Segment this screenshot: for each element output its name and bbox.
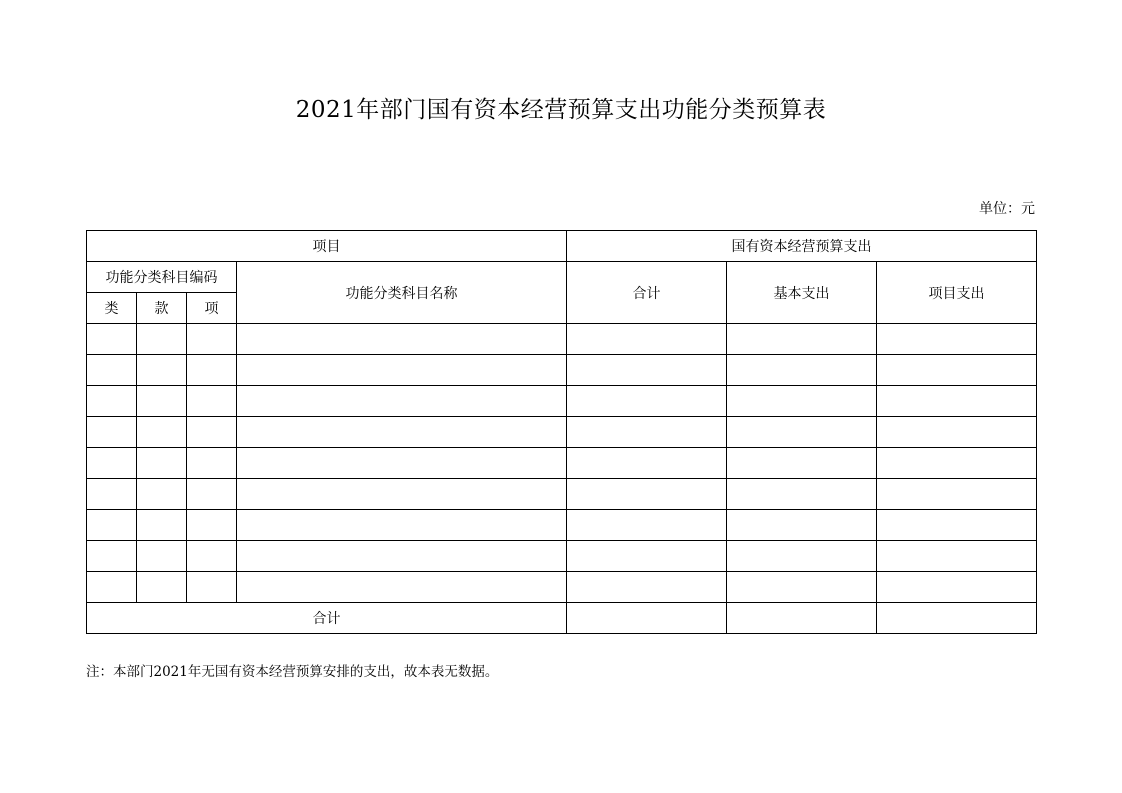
cell-category (87, 417, 137, 448)
cell-basic (727, 448, 877, 479)
table-row (87, 510, 1037, 541)
cell-basic (727, 479, 877, 510)
table-row (87, 324, 1037, 355)
header-expenditure-group: 国有资本经营预算支出 (567, 231, 1037, 262)
header-category: 类 (87, 293, 137, 324)
header-name: 功能分类科目名称 (237, 262, 567, 324)
cell-project-expense (877, 572, 1037, 603)
table-row (87, 448, 1037, 479)
table-row (87, 386, 1037, 417)
table-header (87, 231, 1037, 324)
cell-item (187, 324, 237, 355)
cell-item (187, 417, 237, 448)
cell-category (87, 572, 137, 603)
total-label: 合计 (87, 603, 567, 634)
cell-project-expense (877, 324, 1037, 355)
cell-total (567, 541, 727, 572)
cell-section (137, 355, 187, 386)
cell-name (237, 324, 567, 355)
unit-label: 单位：元 (979, 201, 1035, 217)
cell-section (137, 479, 187, 510)
cell-section (137, 541, 187, 572)
cell-project-expense (877, 386, 1037, 417)
cell-item (187, 448, 237, 479)
table-row (87, 479, 1037, 510)
cell-item (187, 386, 237, 417)
total-row (87, 603, 1037, 634)
cell-project-expense (877, 355, 1037, 386)
cell-name (237, 572, 567, 603)
cell-category (87, 386, 137, 417)
cell-section (137, 448, 187, 479)
cell-item (187, 572, 237, 603)
cell-name (237, 479, 567, 510)
table-body (87, 324, 1037, 603)
cell-category (87, 355, 137, 386)
cell-item (187, 541, 237, 572)
cell-category (87, 541, 137, 572)
header-section: 款 (137, 293, 187, 324)
cell-section (137, 510, 187, 541)
cell-basic (727, 324, 877, 355)
cell-section (137, 386, 187, 417)
header-basic: 基本支出 (727, 262, 877, 324)
cell-total (567, 324, 727, 355)
cell-basic (727, 572, 877, 603)
cell-category (87, 324, 137, 355)
cell-section (137, 324, 187, 355)
table-row (87, 572, 1037, 603)
cell-basic (727, 386, 877, 417)
header-project: 项目 (87, 231, 567, 262)
header-total: 合计 (567, 262, 727, 324)
cell-total (567, 510, 727, 541)
table-footer (87, 603, 1037, 634)
page-title: 2021年部门国有资本经营预算支出功能分类预算表 (295, 97, 827, 123)
cell-category (87, 448, 137, 479)
cell-item (187, 510, 237, 541)
cell-basic (727, 510, 877, 541)
cell-project-expense (877, 541, 1037, 572)
cell-total (567, 417, 727, 448)
cell-name (237, 355, 567, 386)
cell-name (237, 541, 567, 572)
cell-project-expense (877, 479, 1037, 510)
total-project-expense (877, 603, 1037, 634)
cell-total (567, 386, 727, 417)
cell-basic (727, 417, 877, 448)
cell-total (567, 448, 727, 479)
cell-category (87, 510, 137, 541)
table-row (87, 417, 1037, 448)
cell-section (137, 417, 187, 448)
header-code-group: 功能分类科目编码 (87, 262, 237, 293)
header-project-expense: 项目支出 (877, 262, 1037, 324)
cell-section (137, 572, 187, 603)
footnote: 注：本部门2021年无国有资本经营预算安排的支出，故本表无数据。 (86, 664, 499, 680)
cell-total (567, 479, 727, 510)
cell-item (187, 355, 237, 386)
total-basic (727, 603, 877, 634)
budget-table (86, 230, 1037, 634)
cell-category (87, 479, 137, 510)
cell-project-expense (877, 417, 1037, 448)
cell-name (237, 510, 567, 541)
cell-total (567, 572, 727, 603)
cell-basic (727, 541, 877, 572)
table-row (87, 541, 1037, 572)
table-row (87, 355, 1037, 386)
cell-project-expense (877, 510, 1037, 541)
cell-basic (727, 355, 877, 386)
header-item: 项 (187, 293, 237, 324)
cell-total (567, 355, 727, 386)
cell-name (237, 417, 567, 448)
cell-item (187, 479, 237, 510)
cell-name (237, 448, 567, 479)
cell-name (237, 386, 567, 417)
total-total (567, 603, 727, 634)
cell-project-expense (877, 448, 1037, 479)
